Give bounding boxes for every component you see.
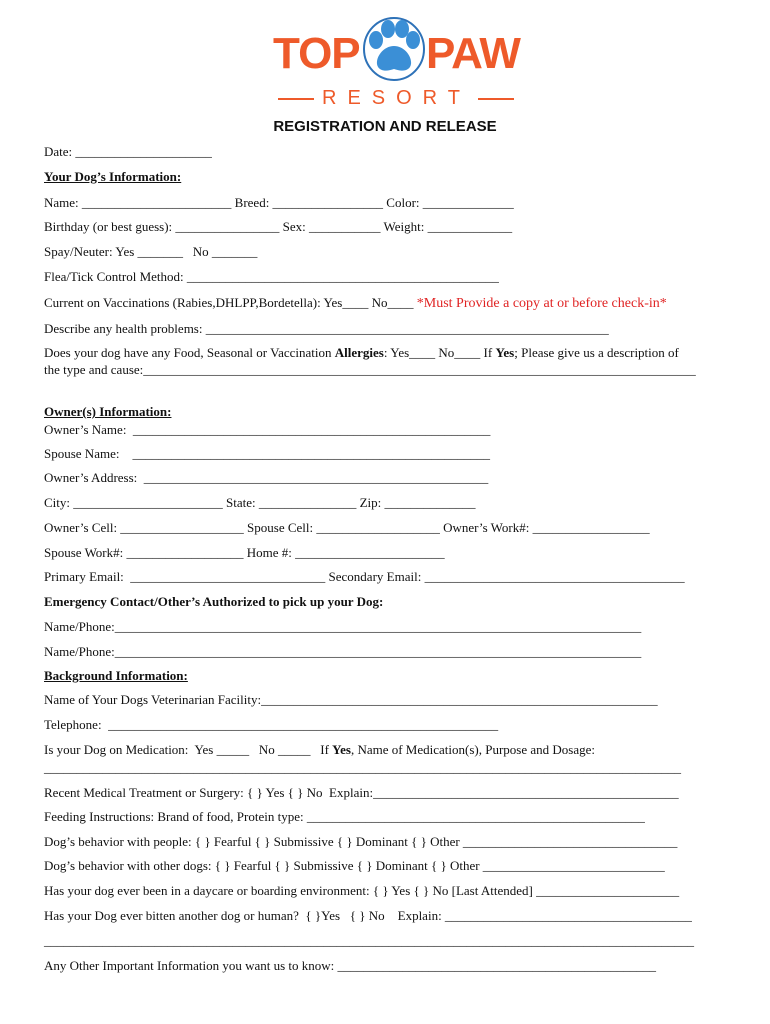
other-info-field[interactable]: Any Other Important Information you want us to know: _________________________________________________: [44, 958, 657, 973]
veterinarian-field[interactable]: Name of Your Dogs Veterinarian Facility:_____________________________________________________________: [44, 692, 658, 707]
medication-text-1: Is your Dog on Medication: Yes _____ No _____ If: [44, 742, 333, 757]
allergy-cause-field[interactable]: the type and cause:_____________________________________________________________________________________: [44, 362, 696, 377]
logo-paw-word: PAW: [426, 29, 520, 78]
medication-details-field[interactable]: __________________________________________________________________________________________________: [44, 760, 681, 775]
feeding-instructions-field[interactable]: Feeding Instructions: Brand of food, Protein type: ____________________________________________________: [44, 809, 645, 824]
vaccinations-label: Current on Vaccinations (Rabies,DHLPP,Bordetella): Yes____ No____: [44, 295, 417, 310]
medication-field[interactable]: [44, 742, 595, 758]
top-paw-resort-logo: [270, 18, 520, 110]
dog-name-breed-color-field[interactable]: Name: _______________________ Breed: _________________ Color: ______________: [44, 195, 514, 210]
medical-treatment-field[interactable]: Recent Medical Treatment or Surgery: { } Yes { } No Explain:_______________________________________________: [44, 785, 679, 800]
emergency-name-phone-1-field[interactable]: Name/Phone:_________________________________________________________________________________: [44, 619, 642, 634]
logo-resort-row: [278, 88, 514, 108]
owner-info-heading: Owner(s) Information:: [44, 404, 172, 419]
allergies-text-1: Does your dog have any Food, Seasonal or Vaccination: [44, 345, 335, 360]
form-title: REGISTRATION AND RELEASE: [273, 118, 497, 135]
logo-top-word: TOP: [273, 29, 360, 78]
bite-history-field[interactable]: Has your Dog ever bitten another dog or human? { }Yes { } No Explain: ______________________________________: [44, 908, 692, 923]
spouse-work-home-field[interactable]: Spouse Work#: __________________ Home #: _______________________: [44, 545, 445, 560]
vaccination-copy-note: *Must Provide a copy at or before check-in*: [416, 296, 667, 311]
allergies-bold: Allergies: [334, 345, 384, 360]
paw-print-icon: [362, 16, 426, 82]
logo-rule-left: [278, 98, 314, 100]
background-info-heading: Background Information:: [44, 668, 188, 683]
city-state-zip-field[interactable]: City: _______________________ State: _______________ Zip: ______________: [44, 495, 476, 510]
behavior-people-field[interactable]: Dog’s behavior with people: { } Fearful { } Submissive { } Dominant { } Other _________________________________: [44, 834, 678, 849]
telephone-field[interactable]: Telephone: ____________________________________________________________: [44, 717, 499, 732]
dog-info-heading: Your Dog’s Information:: [44, 169, 182, 184]
daycare-history-field[interactable]: Has your dog ever been in a daycare or boarding environment: { } Yes { } No [Last Attended] ______________________: [44, 883, 680, 898]
cell-work-phone-field[interactable]: Owner’s Cell: ___________________ Spouse Cell: ___________________ Owner’s Work#: __________________: [44, 520, 650, 535]
emergency-name-phone-2-field[interactable]: Name/Phone:_________________________________________________________________________________: [44, 644, 642, 659]
health-problems-field[interactable]: Describe any health problems: ______________________________________________________________: [44, 321, 609, 336]
spay-neuter-field[interactable]: Spay/Neuter: Yes _______ No _______: [44, 244, 258, 259]
bite-explain-field[interactable]: ____________________________________________________________________________________________________: [44, 933, 694, 948]
flea-tick-field[interactable]: Flea/Tick Control Method: ________________________________________________: [44, 269, 499, 284]
owner-address-field[interactable]: Owner’s Address: _____________________________________________________: [44, 470, 489, 485]
logo-rule-right: [478, 98, 514, 100]
logo-resort-word: RESORT: [322, 87, 471, 109]
allergies-field[interactable]: [44, 345, 679, 361]
medication-yes-bold: Yes: [332, 742, 351, 757]
emergency-contact-heading: Emergency Contact/Other’s Authorized to pick up your Dog:: [44, 594, 384, 609]
date-field[interactable]: Date: _____________________: [44, 144, 212, 159]
spouse-name-field[interactable]: Spouse Name: _______________________________________________________: [44, 446, 490, 461]
behavior-dogs-field[interactable]: Dog’s behavior with other dogs: { } Fearful { } Submissive { } Dominant { } Other ____________________________: [44, 858, 665, 873]
vaccinations-field[interactable]: [44, 295, 667, 312]
email-field[interactable]: Primary Email: ______________________________ Secondary Email: ________________________________________: [44, 569, 685, 584]
birthday-sex-weight-field[interactable]: Birthday (or best guess): ________________ Sex: ___________ Weight: _____________: [44, 219, 513, 234]
allergies-text-3: ; Please give us a description of: [514, 345, 679, 360]
allergies-text-2: : Yes____ No____ If: [383, 345, 496, 360]
allergies-yes-bold: Yes: [495, 345, 515, 360]
owner-name-field[interactable]: Owner’s Name: _______________________________________________________: [44, 422, 491, 437]
medication-text-2: , Name of Medication(s), Purpose and Dosage:: [350, 742, 595, 757]
